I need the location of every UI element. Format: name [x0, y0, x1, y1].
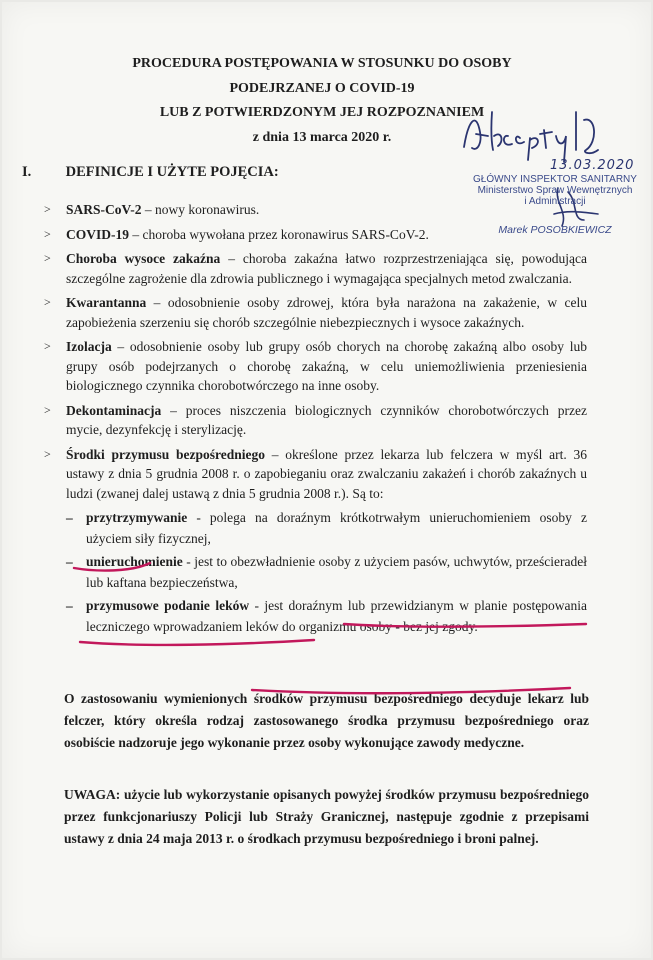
definition-term: Kwarantanna — [66, 295, 147, 310]
signature-date: 13.03.2020 — [550, 158, 635, 173]
stamp-line-3: i Administracji — [524, 196, 586, 207]
definition-term: COVID-19 — [66, 226, 129, 242]
coercive-means-item — [66, 595, 587, 637]
definition-text: – nowy koronawirus. — [141, 202, 260, 217]
definition-text: – choroba wywołana przez koronawirus SARS-CoV-2. — [129, 226, 429, 242]
definitions-list — [42, 200, 587, 639]
underline-mark — [80, 640, 314, 645]
section-header — [22, 164, 279, 181]
definition-term: Środki przymusu bezpośredniego — [66, 446, 266, 462]
stamp-line-1: GŁÓWNY INSPEKTOR SANITARNY — [473, 174, 637, 185]
definition-term: Dekontaminacja — [66, 402, 162, 418]
coercive-means-term: unieruchomienie — [86, 554, 183, 569]
title-line-3: LUB Z POTWIERDZONYM JEJ ROZPOZNANIEM — [159, 105, 485, 120]
dash-marker: – — [66, 510, 73, 525]
bullet-marker: > — [44, 251, 51, 265]
coercive-means-list — [66, 507, 587, 637]
coercive-means-term: przymusowe podanie leków — [86, 598, 250, 613]
coercive-means-text: - jest doraźnym lub przewidzianym w planie postępowania leczniczego wprowadzaniem leków do organizmu osoby - bez jej zgody. — [86, 598, 587, 634]
definition-term: Izolacja — [66, 339, 112, 354]
definition-term: SARS-CoV-2 — [66, 202, 142, 217]
section-title: DEFINICJE I UŻYTE POJĘCIA: — [65, 164, 279, 180]
bullet-marker: > — [44, 202, 51, 216]
coercive-means-term: przytrzymywanie — [86, 510, 188, 525]
coercive-means-definition — [42, 445, 587, 638]
decision-paragraph: O zastosowaniu wymienionych środków przymusu bezpośredniego decyduje lekarz lub felczer, który określa rodzaj zastosowanego środka przymusu bezpośredniego oraz osobiście nadzoruje jego wykonanie przez osoby wykonujące zawody medyczne. — [64, 691, 589, 750]
stamp-name: Marek POSOBKIEWICZ — [498, 224, 612, 236]
definition-text: – odosobnienie osoby zdrowej, która była narażona na zakażenie, w celu zapobieżenia szerzeniu się chorób szczególnie niebezpiecznych i wysoce zakaźnych. — [66, 295, 587, 330]
bullet-marker: > — [44, 402, 51, 417]
coercive-means-item — [66, 507, 587, 549]
definition-text: – określone przez lekarza lub felczera w myśl art. 36 ustawy z dnia 5 grudnia 2008 r. o zapobieganiu oraz zwalczaniu zakażeń i chorób zakaźnych u ludzi (zwanej dalej ustawą z dnia 5 grudnia 2008 r.). Są to: — [66, 446, 587, 501]
bullet-marker: > — [44, 339, 51, 353]
definition-item — [42, 293, 587, 332]
definition-text: – choroba zakaźna łatwo rozprzestrzeniająca się, powodująca szczególne zagrożenie dla zdrowia publicznego i wymagająca specjalnych metod zwalczania. — [66, 251, 587, 286]
document-page — [2, 2, 651, 958]
coercive-means-text: - polega na doraźnym krótkotrwałym unieruchomieniem osoby z użyciem siły fizycznej, — [86, 510, 587, 546]
bullet-marker: > — [44, 295, 51, 309]
dash-marker: – — [66, 598, 73, 613]
title-line-1: PROCEDURA POSTĘPOWANIA W STOSUNKU DO OSOBY — [132, 56, 512, 71]
definition-item — [42, 225, 587, 245]
section-number: I. — [22, 164, 32, 180]
dash-marker: – — [66, 554, 73, 569]
stamp-line-2: Ministerstwo Spraw Wewnętrznych — [477, 185, 633, 196]
definition-term: Choroba wysoce zakaźna — [66, 251, 221, 266]
title-line-2: PODEJRZANEJ O COVID-19 — [229, 80, 415, 96]
coercive-means-item — [66, 551, 587, 593]
bullet-marker: > — [44, 226, 51, 241]
bullet-marker: > — [44, 446, 51, 461]
definition-text: – odosobnienie osoby lub grupy osób chorych na chorobę zakaźną albo osoby lub grupy osób podejrzanych o chorobę zakaźną, w celu uniemożliwienia przeniesienia biologicznego czynnika chorobotwórczego na inne osoby. — [66, 339, 587, 393]
definition-item — [42, 337, 587, 396]
definition-text: – proces niszczenia biologicznych czynników chorobotwórczych przez mycie, dezynfekcję i sterylizację. — [66, 402, 587, 437]
definition-item — [42, 200, 587, 220]
warning-paragraph: UWAGA: użycie lub wykorzystanie opisanych powyżej środków przymusu bezpośredniego przez funkcjonariuszy Policji lub Straży Granicznej, następuje zgodnie z przepisami ustawy z dnia 24 maja 2013 r. o środkach przymusu bezpośredniego i broni palnej. — [64, 787, 589, 846]
definition-item — [42, 401, 587, 440]
definition-item — [42, 249, 587, 288]
coercive-means-text: - jest to obezwładnienie osoby z użyciem pasów, uchwytów, prześcieradeł lub kaftana bezpieczeństwa, — [86, 554, 587, 590]
title-date: z dnia 13 marca 2020 r. — [252, 129, 392, 145]
